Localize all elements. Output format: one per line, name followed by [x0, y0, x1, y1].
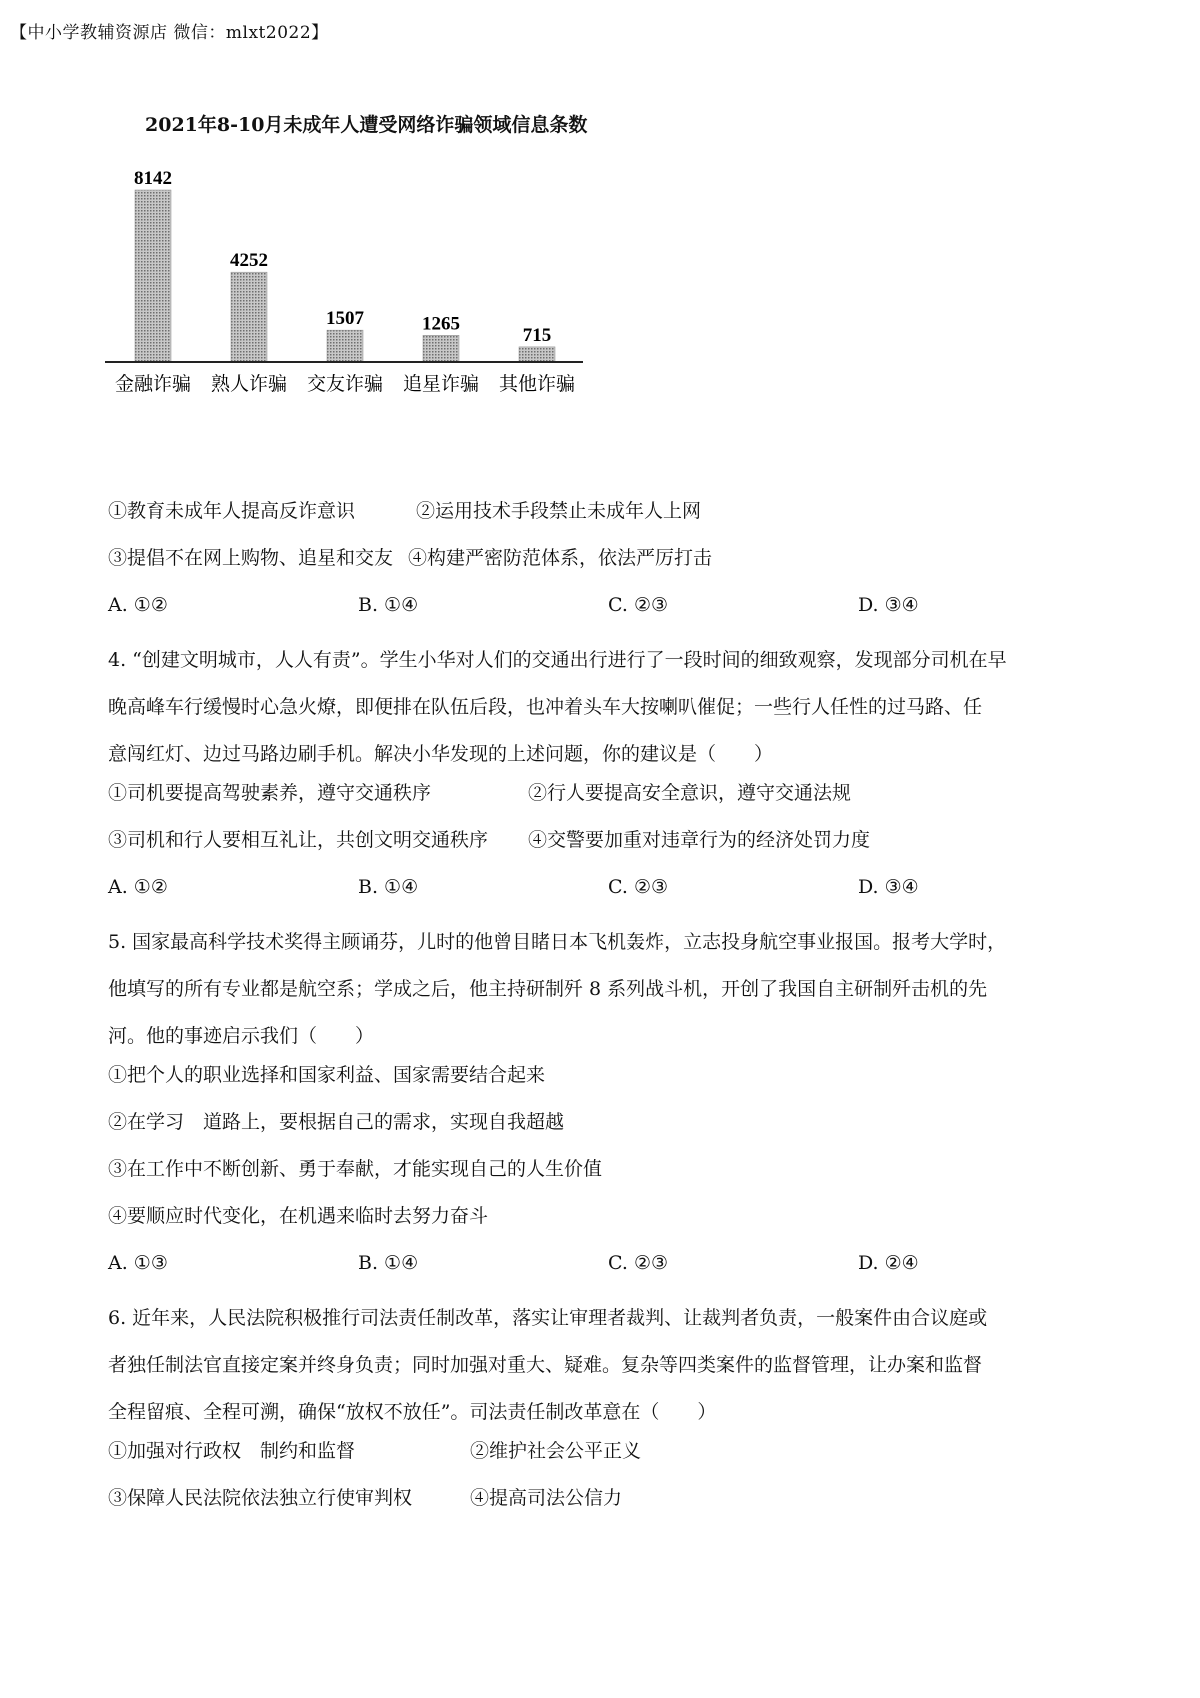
q6-stem-line: 全程留痕、全程可溯，确保“放权不放任”。司法责任制改革意在（ ）	[108, 1401, 717, 1423]
q6-stem-line: 6. 近年来，人民法院积极推行司法责任制改革，落实让审理者裁判、让裁判者负责，一般案件由合议庭或	[108, 1307, 988, 1329]
q4-stem	[108, 637, 1108, 778]
q6-option-4: ④提高司法公信力	[470, 1487, 623, 1509]
q5-answers	[108, 1248, 1108, 1295]
chart-svg	[105, 150, 645, 420]
answer-a: A. ①②	[108, 594, 168, 616]
category-label: 熟人诈骗	[210, 373, 288, 395]
bar-熟人诈骗	[231, 272, 267, 362]
category-label: 金融诈骗	[114, 373, 192, 395]
answer-b: B. ①④	[358, 1252, 419, 1274]
q5-option	[108, 1107, 1108, 1154]
q4-answers	[108, 872, 1108, 919]
answer-c: C. ②③	[608, 594, 669, 616]
chart-title: 2021年8-10月未成年人遭受网络诈骗领域信息条数	[145, 114, 588, 136]
answer-b: B. ①④	[358, 594, 419, 616]
q3-option-3: ③提倡不在网上购物、追星和交友	[108, 547, 394, 569]
q4-stem-line: 晚高峰车行缓慢时心急火燎，即便排在队伍后段，也冲着头车大按喇叭催促；一些行人任性的过马路、任	[108, 696, 983, 718]
bar-chart	[105, 110, 645, 420]
answer-d: D. ③④	[858, 594, 919, 616]
q6-stem-line: 者独任制法官直接定案并终身负责；同时加强对重大、疑难。复杂等四类案件的监督管理，让办案和监督	[108, 1354, 983, 1376]
bar-交友诈骗	[327, 330, 363, 362]
q6-option-2: ②维护社会公平正义	[470, 1440, 642, 1462]
q5-option	[108, 1201, 1108, 1248]
bar-追星诈骗	[423, 335, 459, 362]
q3-options-row-1	[108, 496, 1108, 543]
bar-金融诈骗	[135, 190, 171, 362]
q4-stem-line: 4. “创建文明城市，人人有责”。学生小华对人们的交通出行进行了一段时间的细致观察，发现部分司机在早	[108, 649, 1007, 671]
data-label: 4252	[230, 250, 268, 272]
q6-stem	[108, 1295, 1108, 1436]
answer-c: C. ②③	[608, 1252, 669, 1274]
answer-b: B. ①④	[358, 876, 419, 898]
q4-option-2: ②行人要提高安全意识，遵守交通法规	[528, 782, 852, 804]
category-label: 其他诈骗	[498, 373, 576, 395]
data-label: 1265	[422, 313, 460, 335]
q4-stem-line: 意闯红灯、边过马路边刷手机。解决小华发现的上述问题，你的建议是（ ）	[108, 743, 774, 765]
q5-option	[108, 1060, 1108, 1107]
question-content	[108, 496, 1108, 1530]
q5-stem-line: 他填写的所有专业都是航空系；学成之后，他主持研制歼 8 系列战斗机，开创了我国自主研制歼击机的先	[108, 978, 988, 1000]
answer-a: A. ①②	[108, 876, 168, 898]
q3-options-row-2	[108, 543, 1108, 590]
page-header: 【中小学教辅资源店 微信：mlxt2022】	[10, 23, 329, 43]
q4-option-3: ③司机和行人要相互礼让，共创文明交通秩序	[108, 829, 489, 851]
q5-stem-line: 5. 国家最高科学技术奖得主顾诵芬，儿时的他曾目睹日本飞机轰炸，立志投身航空事业报国。报考大学时，	[108, 931, 1007, 953]
data-label: 715	[522, 324, 552, 346]
q5-option-3: ③在工作中不断创新、勇于奉献，才能实现自己的人生价值	[108, 1158, 603, 1180]
q4-options-row-2	[108, 825, 1108, 872]
q5-stem-line: 河。他的事迹启示我们（ ）	[108, 1025, 375, 1047]
data-label: 8142	[134, 168, 172, 189]
q6-options-row-2	[108, 1483, 1108, 1530]
bar-其他诈骗	[519, 347, 555, 362]
answer-a: A. ①③	[108, 1252, 168, 1274]
category-label: 交友诈骗	[306, 373, 384, 395]
q3-option-4: ④构建严密防范体系，依法严厉打击	[408, 547, 713, 569]
q5-stem	[108, 919, 1108, 1060]
q3-option-2: ②运用技术手段禁止未成年人上网	[416, 500, 702, 522]
q3-option-1: ①教育未成年人提高反诈意识	[108, 500, 356, 522]
answer-c: C. ②③	[608, 876, 669, 898]
answer-d: D. ②④	[858, 1252, 919, 1274]
category-label: 追星诈骗	[402, 373, 480, 395]
q4-options-row-1	[108, 778, 1108, 825]
q5-option	[108, 1154, 1108, 1201]
q4-option-1: ①司机要提高驾驶素养，遵守交通秩序	[108, 782, 432, 804]
q5-option-1: ①把个人的职业选择和国家利益、国家需要结合起来	[108, 1064, 546, 1086]
q6-option-3: ③保障人民法院依法独立行使审判权	[108, 1487, 413, 1509]
q3-answers	[108, 590, 1108, 637]
q4-option-4: ④交警要加重对违章行为的经济处罚力度	[528, 829, 871, 851]
q6-options-row-1	[108, 1436, 1108, 1483]
q5-option-4: ④要顺应时代变化，在机遇来临时去努力奋斗	[108, 1205, 489, 1227]
data-label: 1507	[326, 308, 364, 330]
answer-d: D. ③④	[858, 876, 919, 898]
q5-option-2: ②在学习 道路上，要根据自己的需求，实现自我超越	[108, 1111, 565, 1133]
q6-option-1: ①加强对行政权 制约和监督	[108, 1440, 356, 1462]
